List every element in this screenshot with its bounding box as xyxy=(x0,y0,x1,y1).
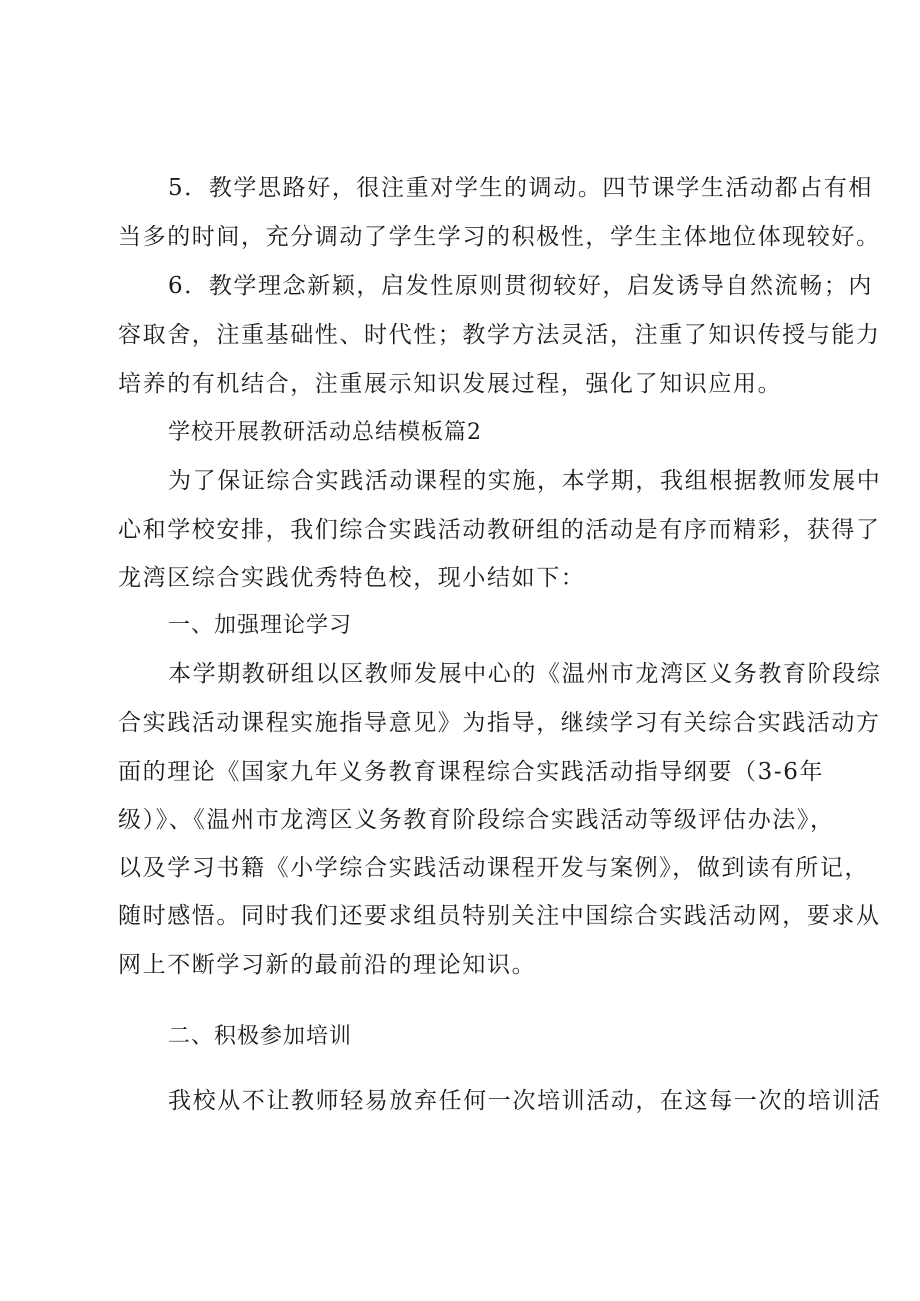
intro-line-2: 心和学校安排，我们综合实践活动教研组的活动是有序而精彩，获得了 xyxy=(118,517,881,543)
theory-line-6: 随时感悟。同时我们还要求组员特别关注中国综合实践活动网，要求从 xyxy=(118,903,881,929)
theory-line-7: 网上不断学习新的最前沿的理论知识。 xyxy=(118,952,537,978)
theory-line-3: 面的理论《国家九年义务教育课程综合实践活动指导纲要（3-6年 xyxy=(118,759,825,785)
intro-line-1: 为了保证综合实践活动课程的实施，本学期，我组根据教师发展中 xyxy=(168,468,882,494)
paragraph-6-line-3: 培养的有机结合，注重展示知识发展过程，强化了知识应用。 xyxy=(118,371,783,397)
paragraph-5-line-1: 5．教学思路好，很注重对学生的调动。四节课学生活动都占有相 xyxy=(168,175,874,201)
theory-line-2: 合实践活动课程实施指导意见》为指导，继续学习有关综合实践活动方 xyxy=(118,710,881,736)
theory-line-5: 以及学习书籍《小学综合实践活动课程开发与案例》，做到读有所记， xyxy=(118,855,870,881)
heading-training: 二、积极参加培训 xyxy=(168,1024,353,1049)
theory-line-4: 级）》、《温州市龙湾区义务教育阶段综合实践活动等级评估办法》， xyxy=(118,807,835,833)
section-title: 学校开展教研活动总结模板篇2 xyxy=(168,420,482,445)
paragraph-6-line-1: 6．教学理念新颖，启发性原则贯彻较好，启发诱导自然流畅；内 xyxy=(168,273,874,299)
heading-theory: 一、加强理论学习 xyxy=(168,613,353,638)
intro-line-3: 龙湾区综合实践优秀特色校，现小结如下： xyxy=(118,565,586,591)
theory-line-1: 本学期教研组以区教师发展中心的《温州市龙湾区义务教育阶段综 xyxy=(168,661,882,687)
training-line-1: 我校从不让教师轻易放弃任何一次培训活动，在这每一次的培训活 xyxy=(168,1088,882,1114)
paragraph-6-line-2: 容取舍，注重基础性、时代性；教学方法灵活，注重了知识传授与能力 xyxy=(118,322,881,348)
paragraph-5-line-2: 当多的时间，充分调动了学生学习的积极性，学生主体地位体现较好。 xyxy=(118,224,881,250)
